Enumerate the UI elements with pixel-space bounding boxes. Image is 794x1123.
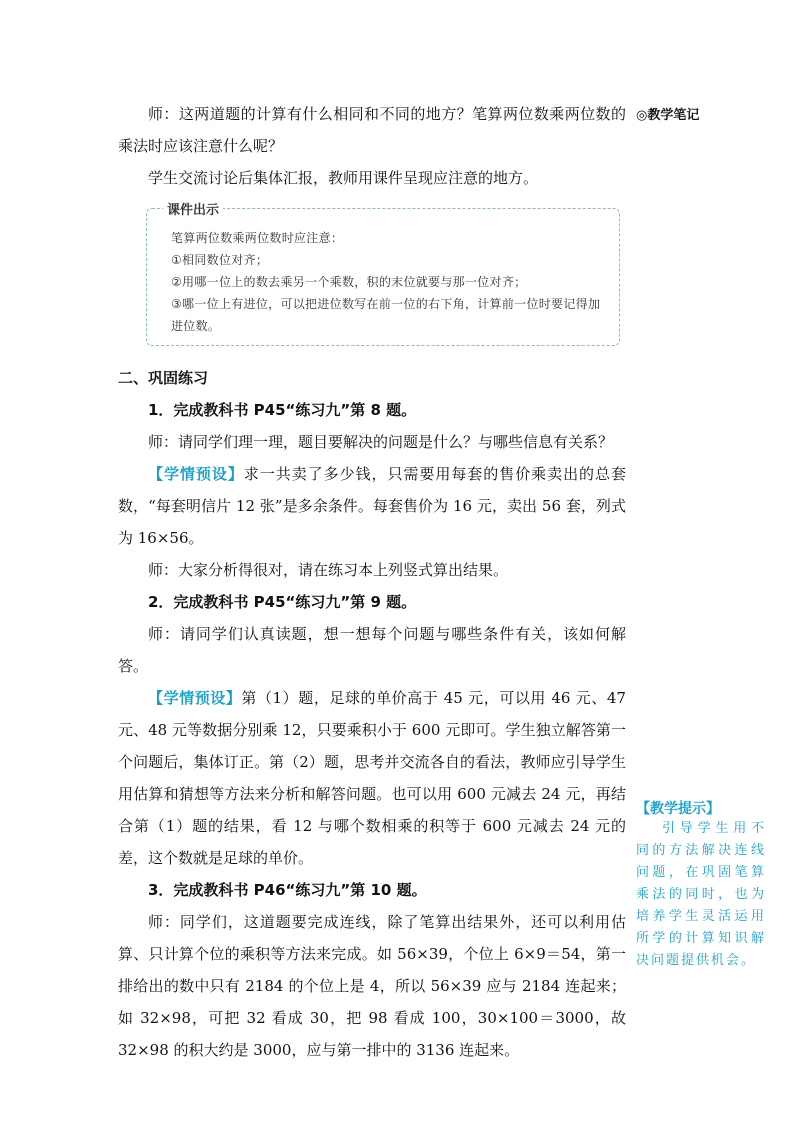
exercise-1-question: 师：请同学们理一理，题目要解决的问题是什么？与哪些信息有关系？ — [148, 433, 614, 451]
teacher-question-paragraph: 师：这两道题的计算有什么相同和不同的地方？笔算两位数乘两位数的乘法时应该注意什么呢？ — [118, 105, 626, 155]
exercise-1-title: 1．完成教科书 P45“练习九”第 8 题。 — [148, 401, 417, 419]
student-discussion-paragraph: 学生交流讨论后集体汇报，教师用课件呈现应注意的地方。 — [148, 169, 539, 187]
courseware-box-label: 课件出示 — [163, 199, 223, 218]
exercise-3-explanation: 师：同学们，这道题要完成连线，除了笔算出结果外，还可以利用估算、只计算个位的乘积等方法来完成。如 56×39，个位上 6×9＝54，第一排给出的数中只有 2184 的个位上是 4，所以 56×39 应与 2184 连起来；如 32×98，可把 32 看成 30，把 98 看成 100，30×100＝3000，故 32×98 的积大约是 3000，应与第一排中的 3136 连起来。 — [118, 913, 626, 1059]
exercise-1-analysis-text: 求一共卖了多少钱，只需要用每套的售价乘卖出的总套数，“每套明信片 12 张”是多余条件。每套售价为 16 元，卖出 56 套，列式为 16×56。 — [118, 465, 626, 547]
exercise-2-title: 2．完成教科书 P45“练习九”第 9 题。 — [148, 593, 417, 611]
exercise-2-question: 师：请同学们认真读题，想一想每个问题与哪些条件有关，该如何解答。 — [118, 625, 626, 675]
exercise-1-instruction: 师：大家分析得很对，请在练习本上列竖式算出结果。 — [148, 561, 509, 579]
student-preset-tag: 【学情预设】 — [148, 465, 244, 483]
exercise-2-analysis-text: 第（1）题，足球的单价高于 45 元，可以用 46 元、47 元、48 元等数据分别乘 12，只要乘积小于 600 元即可。学生独立解答第一个问题后，集体订正。第（2）题，思考并交流各自的看法，教师应引导学生用估算和猜想等方法来分析和解答问题。也可以用 600 元减去 24 元，再结合第（1）题的结果，看 12 与哪个数相乘的积等于 600 元减去 24 元的差，这个数就是足球的单价。 — [118, 689, 626, 867]
teaching-tip-title: 【教学提示】 — [636, 801, 720, 817]
courseware-line: ②用哪一位上的数去乘另一个乘数，积的末位就要与那一位对齐； — [171, 275, 527, 289]
courseware-line: 笔算两位数乘两位数时应注意： — [171, 231, 344, 245]
courseware-box — [146, 203, 620, 346]
main-column — [118, 98, 626, 1066]
exercise-3-title: 3．完成教科书 P46“练习九”第 10 题。 — [148, 881, 427, 899]
exercise-2-analysis — [118, 682, 626, 874]
courseware-line: ①相同数位对齐； — [171, 253, 269, 267]
exercise-1-analysis — [118, 458, 626, 554]
section-title: 二、巩固练习 — [118, 369, 209, 387]
student-preset-tag: 【学情预设】 — [148, 689, 242, 707]
teaching-notes-heading: ◎教学笔记 — [636, 108, 700, 123]
teaching-tip — [636, 798, 766, 972]
teaching-tip-text: 引导学生用不同的方法解决连线问题，在巩固笔算乘法的同时，也为培养学生灵活运用所学的计算知识解决问题提供机会。 — [636, 821, 766, 968]
courseware-line: ③哪一位上有进位，可以把进位数写在前一位的右下角，计算前一位时要记得加进位数。 — [171, 297, 601, 333]
